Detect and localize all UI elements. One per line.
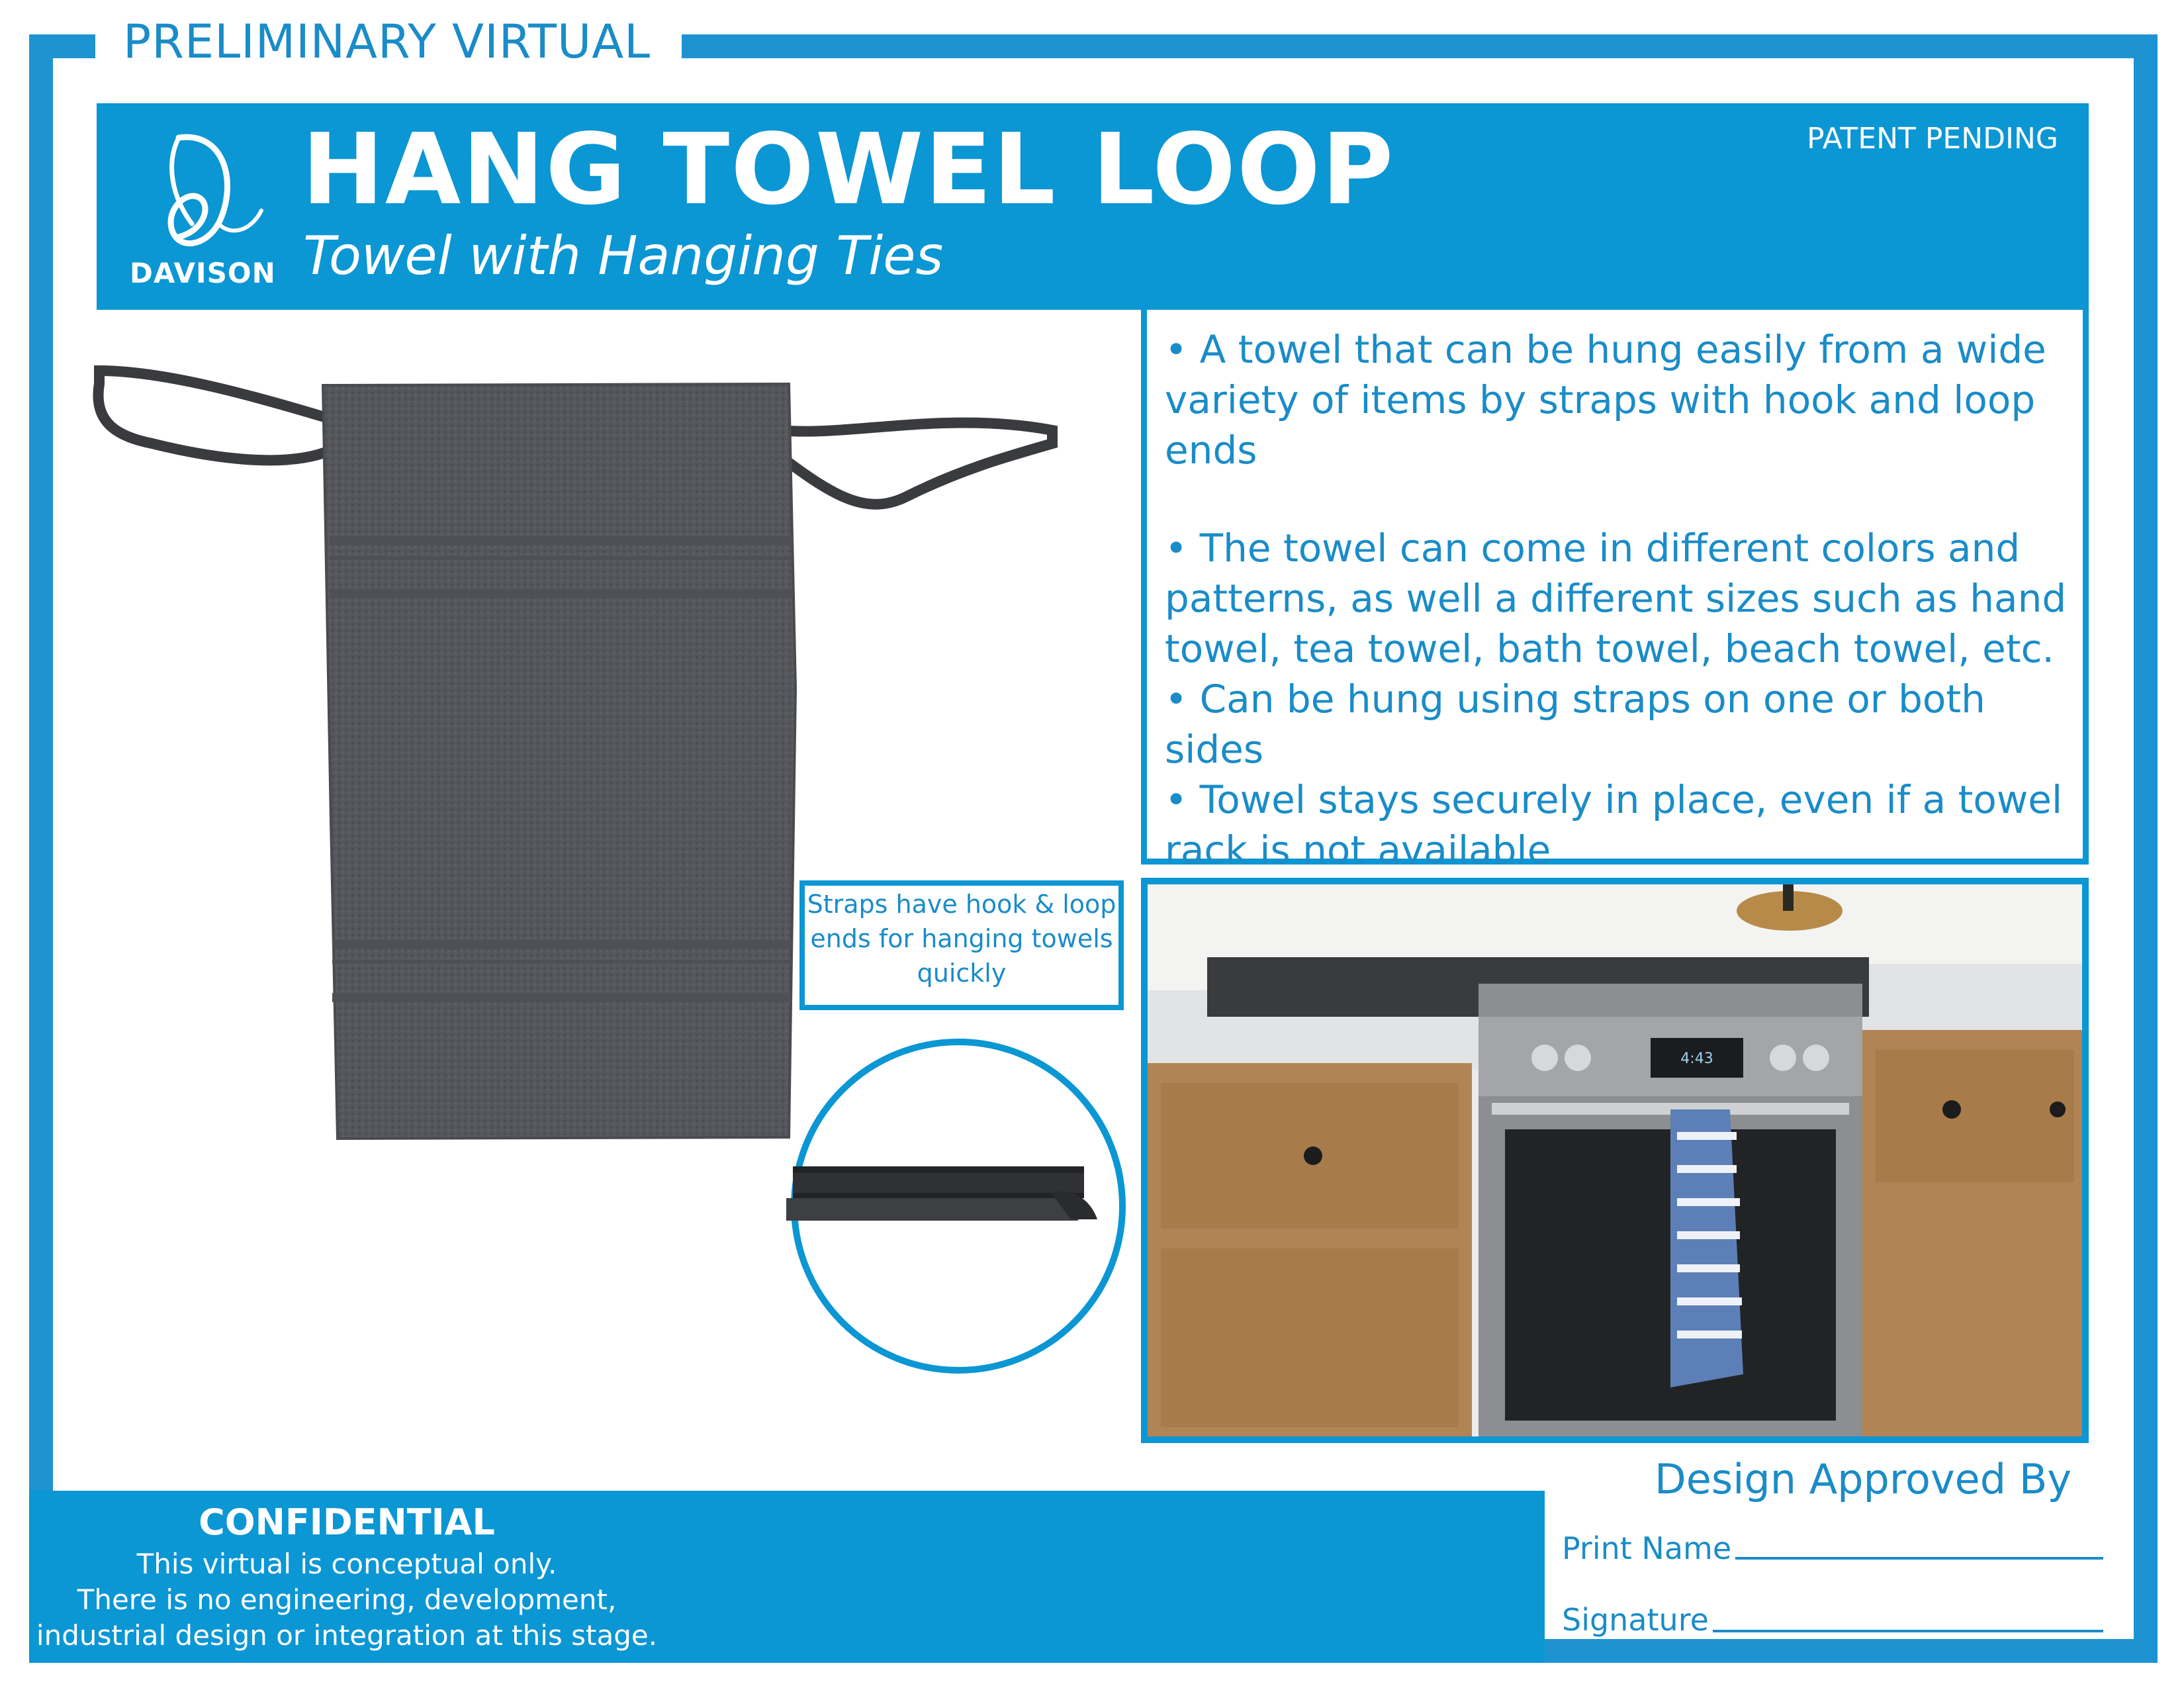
oven-clock: 4:43 bbox=[1680, 1051, 1713, 1067]
bullet-item: • The towel can come in different colors and patterns, as well a different sizes such as hand towel, tea towel, bath towel, beach towel, etc. bbox=[1165, 526, 2067, 671]
towel-band bbox=[330, 556, 793, 560]
frame-top bbox=[682, 34, 2158, 58]
towel-body bbox=[323, 384, 796, 1139]
right-strap bbox=[781, 423, 1052, 504]
towel-band bbox=[332, 960, 792, 964]
left-strap bbox=[98, 371, 331, 460]
strap-end-loop bbox=[786, 1198, 1083, 1221]
davison-logo-icon bbox=[139, 124, 271, 257]
confidential-title: CONFIDENTIAL bbox=[199, 1501, 495, 1543]
towel-band bbox=[330, 536, 793, 545]
patent-label: PATENT PENDING bbox=[1807, 122, 2058, 156]
preliminary-banner: PRELIMINARY VIRTUAL bbox=[123, 15, 651, 69]
print-name-field[interactable] bbox=[1735, 1557, 2103, 1560]
bullet-item: • Towel stays securely in place, even if a towel rack is not available bbox=[1165, 777, 2063, 872]
towel-illustration bbox=[86, 357, 1066, 1152]
page-title: HANG TOWEL LOOP bbox=[302, 113, 1395, 226]
towel-band bbox=[330, 589, 793, 598]
confidential-line: industrial design or integration at this stage. bbox=[36, 1619, 658, 1652]
approval-title: Design Approved By bbox=[1655, 1455, 2072, 1503]
towel-band bbox=[332, 993, 792, 1002]
bullet-item: • Can be hung using straps on one or both sides bbox=[1165, 677, 1985, 772]
confidential-line: There is no engineering, development, bbox=[77, 1583, 617, 1616]
frame-left bbox=[29, 34, 53, 1663]
bullet-item: • A towel that can be hung easily from a wide variety of items by straps with hook and loop ends bbox=[1165, 327, 2046, 473]
frame-right bbox=[2134, 34, 2158, 1663]
signature-label: Signature bbox=[1562, 1602, 1709, 1638]
strap-detail-circle bbox=[786, 1034, 1130, 1378]
confidential-line: This virtual is conceptual only. bbox=[136, 1548, 557, 1580]
description-list bbox=[1165, 324, 2078, 875]
kitchen-photo bbox=[1141, 878, 2089, 1443]
signature-field[interactable] bbox=[1713, 1630, 2103, 1632]
callout-text: Straps have hook & loop ends for hanging towels quickly bbox=[807, 890, 1116, 988]
brand-name: DAVISON bbox=[130, 257, 276, 289]
page-subtitle: Towel with Hanging Ties bbox=[303, 225, 944, 287]
print-name-label: Print Name bbox=[1562, 1530, 1732, 1566]
towel-band bbox=[332, 940, 792, 949]
kitchen-scene bbox=[1148, 884, 2082, 1436]
